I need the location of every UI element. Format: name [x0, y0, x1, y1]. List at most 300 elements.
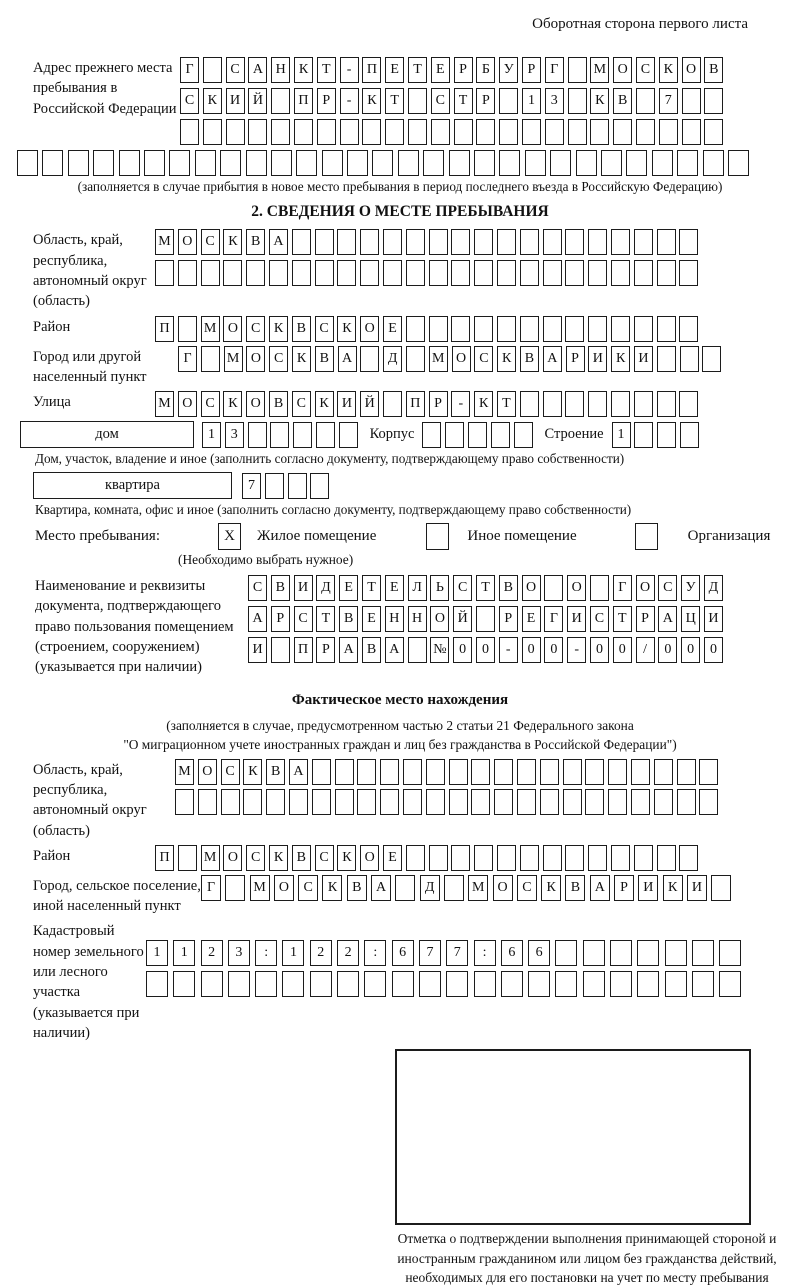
- char-cell[interactable]: С: [180, 88, 199, 114]
- char-cell[interactable]: 0: [658, 637, 677, 663]
- char-cell[interactable]: Р: [499, 606, 518, 632]
- char-cell[interactable]: [703, 150, 724, 176]
- char-cell[interactable]: О: [682, 57, 701, 83]
- char-cell[interactable]: [315, 229, 334, 255]
- char-cell[interactable]: [583, 971, 605, 997]
- char-cell[interactable]: Й: [248, 88, 267, 114]
- char-cell[interactable]: В: [315, 346, 334, 372]
- char-cell[interactable]: [682, 119, 701, 145]
- char-cell[interactable]: Е: [385, 57, 404, 83]
- char-cell[interactable]: О: [452, 346, 471, 372]
- char-cell[interactable]: А: [371, 875, 391, 901]
- char-cell[interactable]: [528, 971, 550, 997]
- char-cell[interactable]: Е: [339, 575, 358, 601]
- char-cell[interactable]: 0: [522, 637, 541, 663]
- char-cell[interactable]: [543, 260, 562, 286]
- char-cell[interactable]: В: [704, 57, 723, 83]
- checkbox-zhiloe[interactable]: X: [218, 523, 241, 550]
- char-cell[interactable]: Ь: [430, 575, 449, 601]
- char-cell[interactable]: 6: [392, 940, 414, 966]
- char-cell[interactable]: [520, 229, 539, 255]
- char-cell[interactable]: [406, 845, 425, 871]
- char-cell[interactable]: [654, 789, 673, 815]
- char-cell[interactable]: С: [453, 575, 472, 601]
- char-cell[interactable]: С: [201, 229, 220, 255]
- char-cell[interactable]: [565, 316, 584, 342]
- char-cell[interactable]: [429, 229, 448, 255]
- char-cell[interactable]: [360, 260, 379, 286]
- char-cell[interactable]: [246, 150, 267, 176]
- char-cell[interactable]: :: [255, 940, 277, 966]
- char-cell[interactable]: [677, 759, 696, 785]
- char-cell[interactable]: Б: [476, 57, 495, 83]
- char-cell[interactable]: К: [269, 845, 288, 871]
- char-cell[interactable]: И: [567, 606, 586, 632]
- char-cell[interactable]: [657, 229, 676, 255]
- char-cell[interactable]: М: [175, 759, 194, 785]
- char-cell[interactable]: [296, 150, 317, 176]
- char-cell[interactable]: С: [294, 606, 313, 632]
- char-cell[interactable]: Т: [317, 57, 336, 83]
- char-cell[interactable]: [611, 316, 630, 342]
- char-cell[interactable]: [499, 88, 518, 114]
- char-cell[interactable]: [340, 119, 359, 145]
- char-cell[interactable]: К: [541, 875, 561, 901]
- char-cell[interactable]: Г: [178, 346, 197, 372]
- char-cell[interactable]: П: [406, 391, 425, 417]
- char-cell[interactable]: [543, 229, 562, 255]
- char-cell[interactable]: Ц: [681, 606, 700, 632]
- char-cell[interactable]: И: [638, 875, 658, 901]
- char-cell[interactable]: 3: [545, 88, 564, 114]
- char-cell[interactable]: [525, 150, 546, 176]
- char-cell[interactable]: 3: [228, 940, 250, 966]
- char-cell[interactable]: В: [266, 759, 285, 785]
- char-cell[interactable]: [520, 845, 539, 871]
- char-cell[interactable]: И: [588, 346, 607, 372]
- char-cell[interactable]: [517, 759, 536, 785]
- char-cell[interactable]: [665, 971, 687, 997]
- char-cell[interactable]: [679, 391, 698, 417]
- char-cell[interactable]: [590, 575, 609, 601]
- char-cell[interactable]: [451, 316, 470, 342]
- char-cell[interactable]: №: [430, 637, 449, 663]
- char-cell[interactable]: [728, 150, 749, 176]
- char-cell[interactable]: [380, 789, 399, 815]
- char-cell[interactable]: [491, 422, 510, 448]
- char-cell[interactable]: К: [663, 875, 683, 901]
- char-cell[interactable]: [634, 260, 653, 286]
- char-cell[interactable]: [426, 759, 445, 785]
- char-cell[interactable]: [585, 759, 604, 785]
- char-cell[interactable]: О: [493, 875, 513, 901]
- char-cell[interactable]: К: [611, 346, 630, 372]
- char-cell[interactable]: [637, 971, 659, 997]
- char-cell[interactable]: [588, 845, 607, 871]
- char-cell[interactable]: [422, 422, 441, 448]
- char-cell[interactable]: В: [271, 575, 290, 601]
- char-cell[interactable]: 1: [202, 422, 221, 448]
- char-cell[interactable]: К: [659, 57, 678, 83]
- char-cell[interactable]: Д: [704, 575, 723, 601]
- char-cell[interactable]: [657, 422, 676, 448]
- char-cell[interactable]: [497, 229, 516, 255]
- char-cell[interactable]: [476, 119, 495, 145]
- char-cell[interactable]: [178, 260, 197, 286]
- char-cell[interactable]: К: [590, 88, 609, 114]
- char-cell[interactable]: О: [360, 316, 379, 342]
- char-cell[interactable]: [679, 229, 698, 255]
- char-cell[interactable]: С: [246, 845, 265, 871]
- char-cell[interactable]: С: [246, 316, 265, 342]
- char-cell[interactable]: [543, 316, 562, 342]
- char-cell[interactable]: [520, 260, 539, 286]
- char-cell[interactable]: Е: [431, 57, 450, 83]
- char-cell[interactable]: К: [322, 875, 342, 901]
- char-cell[interactable]: [576, 150, 597, 176]
- char-cell[interactable]: [704, 119, 723, 145]
- char-cell[interactable]: [144, 150, 165, 176]
- char-cell[interactable]: [545, 119, 564, 145]
- char-cell[interactable]: 2: [337, 940, 359, 966]
- char-cell[interactable]: К: [337, 845, 356, 871]
- char-cell[interactable]: 3: [225, 422, 244, 448]
- char-cell[interactable]: [357, 789, 376, 815]
- char-cell[interactable]: [255, 971, 277, 997]
- char-cell[interactable]: В: [347, 875, 367, 901]
- char-cell[interactable]: [169, 150, 190, 176]
- char-cell[interactable]: 7: [446, 940, 468, 966]
- char-cell[interactable]: [520, 316, 539, 342]
- char-cell[interactable]: [293, 422, 312, 448]
- char-cell[interactable]: Р: [566, 346, 585, 372]
- char-cell[interactable]: С: [248, 575, 267, 601]
- char-cell[interactable]: [563, 759, 582, 785]
- char-cell[interactable]: К: [203, 88, 222, 114]
- char-cell[interactable]: У: [499, 57, 518, 83]
- char-cell[interactable]: 2: [201, 940, 223, 966]
- char-cell[interactable]: [223, 260, 242, 286]
- char-cell[interactable]: И: [248, 637, 267, 663]
- char-cell[interactable]: [611, 845, 630, 871]
- char-cell[interactable]: [408, 637, 427, 663]
- char-cell[interactable]: 0: [704, 637, 723, 663]
- char-cell[interactable]: [195, 150, 216, 176]
- char-cell[interactable]: Е: [385, 575, 404, 601]
- char-cell[interactable]: [631, 789, 650, 815]
- char-cell[interactable]: 6: [528, 940, 550, 966]
- char-cell[interactable]: Д: [420, 875, 440, 901]
- char-cell[interactable]: [520, 391, 539, 417]
- char-cell[interactable]: [654, 759, 673, 785]
- char-cell[interactable]: [522, 119, 541, 145]
- char-cell[interactable]: А: [385, 637, 404, 663]
- char-cell[interactable]: [310, 971, 332, 997]
- char-cell[interactable]: Е: [383, 845, 402, 871]
- char-cell[interactable]: [611, 229, 630, 255]
- char-cell[interactable]: Т: [408, 57, 427, 83]
- char-cell[interactable]: [248, 119, 267, 145]
- char-cell[interactable]: [719, 971, 741, 997]
- char-cell[interactable]: 0: [544, 637, 563, 663]
- char-cell[interactable]: О: [274, 875, 294, 901]
- char-cell[interactable]: [322, 150, 343, 176]
- char-cell[interactable]: [474, 845, 493, 871]
- char-cell[interactable]: [337, 971, 359, 997]
- char-cell[interactable]: [445, 422, 464, 448]
- char-cell[interactable]: В: [339, 606, 358, 632]
- char-cell[interactable]: П: [155, 845, 174, 871]
- char-cell[interactable]: [565, 260, 584, 286]
- char-cell[interactable]: [499, 150, 520, 176]
- char-cell[interactable]: [385, 119, 404, 145]
- char-cell[interactable]: [282, 971, 304, 997]
- char-cell[interactable]: Й: [360, 391, 379, 417]
- char-cell[interactable]: [431, 119, 450, 145]
- char-cell[interactable]: Р: [454, 57, 473, 83]
- char-cell[interactable]: [451, 260, 470, 286]
- char-cell[interactable]: В: [499, 575, 518, 601]
- char-cell[interactable]: :: [364, 940, 386, 966]
- char-cell[interactable]: [555, 940, 577, 966]
- char-cell[interactable]: А: [248, 57, 267, 83]
- char-cell[interactable]: 0: [681, 637, 700, 663]
- char-cell[interactable]: М: [468, 875, 488, 901]
- char-cell[interactable]: [294, 119, 313, 145]
- char-cell[interactable]: 0: [613, 637, 632, 663]
- char-cell[interactable]: [699, 759, 718, 785]
- char-cell[interactable]: [471, 789, 490, 815]
- char-cell[interactable]: К: [223, 391, 242, 417]
- char-cell[interactable]: [337, 229, 356, 255]
- char-cell[interactable]: [429, 316, 448, 342]
- char-cell[interactable]: [203, 57, 222, 83]
- char-cell[interactable]: О: [430, 606, 449, 632]
- char-cell[interactable]: [426, 789, 445, 815]
- char-cell[interactable]: [474, 229, 493, 255]
- char-cell[interactable]: Т: [454, 88, 473, 114]
- char-cell[interactable]: 1: [173, 940, 195, 966]
- char-cell[interactable]: С: [636, 57, 655, 83]
- char-cell[interactable]: [225, 875, 245, 901]
- char-cell[interactable]: [271, 150, 292, 176]
- char-cell[interactable]: [637, 940, 659, 966]
- checkbox-inoe[interactable]: [426, 523, 449, 550]
- char-cell[interactable]: М: [224, 346, 243, 372]
- char-cell[interactable]: -: [451, 391, 470, 417]
- char-cell[interactable]: [474, 316, 493, 342]
- char-cell[interactable]: [474, 150, 495, 176]
- char-cell[interactable]: [679, 316, 698, 342]
- char-cell[interactable]: [626, 150, 647, 176]
- char-cell[interactable]: К: [474, 391, 493, 417]
- char-cell[interactable]: [585, 789, 604, 815]
- char-cell[interactable]: [357, 759, 376, 785]
- char-cell[interactable]: [372, 150, 393, 176]
- char-cell[interactable]: [636, 88, 655, 114]
- char-cell[interactable]: Т: [613, 606, 632, 632]
- char-cell[interactable]: [590, 119, 609, 145]
- char-cell[interactable]: [364, 971, 386, 997]
- char-cell[interactable]: [68, 150, 89, 176]
- char-cell[interactable]: С: [292, 391, 311, 417]
- char-cell[interactable]: И: [294, 575, 313, 601]
- char-cell[interactable]: В: [246, 229, 265, 255]
- char-cell[interactable]: [316, 422, 335, 448]
- char-cell[interactable]: [312, 759, 331, 785]
- char-cell[interactable]: [395, 875, 415, 901]
- char-cell[interactable]: К: [223, 229, 242, 255]
- char-cell[interactable]: [555, 971, 577, 997]
- char-cell[interactable]: [449, 789, 468, 815]
- char-cell[interactable]: [423, 150, 444, 176]
- char-cell[interactable]: [201, 346, 220, 372]
- char-cell[interactable]: [634, 316, 653, 342]
- char-cell[interactable]: Е: [362, 606, 381, 632]
- char-cell[interactable]: [269, 260, 288, 286]
- char-cell[interactable]: [270, 422, 289, 448]
- char-cell[interactable]: [380, 759, 399, 785]
- char-cell[interactable]: [317, 119, 336, 145]
- char-cell[interactable]: [243, 789, 262, 815]
- char-cell[interactable]: [454, 119, 473, 145]
- char-cell[interactable]: [634, 391, 653, 417]
- char-cell[interactable]: [499, 119, 518, 145]
- char-cell[interactable]: О: [246, 391, 265, 417]
- char-cell[interactable]: [335, 789, 354, 815]
- char-cell[interactable]: 7: [419, 940, 441, 966]
- char-cell[interactable]: [540, 759, 559, 785]
- char-cell[interactable]: К: [269, 316, 288, 342]
- char-cell[interactable]: [544, 575, 563, 601]
- char-cell[interactable]: Р: [429, 391, 448, 417]
- char-cell[interactable]: [565, 229, 584, 255]
- char-cell[interactable]: -: [499, 637, 518, 663]
- char-cell[interactable]: -: [340, 57, 359, 83]
- char-cell[interactable]: Г: [201, 875, 221, 901]
- char-cell[interactable]: 1: [146, 940, 168, 966]
- char-cell[interactable]: С: [658, 575, 677, 601]
- char-cell[interactable]: А: [658, 606, 677, 632]
- char-cell[interactable]: [588, 391, 607, 417]
- char-cell[interactable]: О: [636, 575, 655, 601]
- char-cell[interactable]: Г: [613, 575, 632, 601]
- char-cell[interactable]: Г: [180, 57, 199, 83]
- char-cell[interactable]: О: [223, 316, 242, 342]
- char-cell[interactable]: [201, 260, 220, 286]
- char-cell[interactable]: [201, 971, 223, 997]
- char-cell[interactable]: [180, 119, 199, 145]
- char-cell[interactable]: [652, 150, 673, 176]
- char-cell[interactable]: О: [198, 759, 217, 785]
- char-cell[interactable]: [634, 845, 653, 871]
- char-cell[interactable]: Н: [271, 57, 290, 83]
- char-cell[interactable]: [271, 637, 290, 663]
- char-cell[interactable]: [173, 971, 195, 997]
- char-cell[interactable]: [657, 346, 676, 372]
- char-cell[interactable]: [659, 119, 678, 145]
- char-cell[interactable]: [665, 940, 687, 966]
- char-cell[interactable]: [702, 346, 721, 372]
- char-cell[interactable]: [634, 422, 653, 448]
- char-cell[interactable]: [337, 260, 356, 286]
- char-cell[interactable]: [474, 260, 493, 286]
- char-cell[interactable]: 1: [282, 940, 304, 966]
- char-cell[interactable]: К: [315, 391, 334, 417]
- char-cell[interactable]: [406, 229, 425, 255]
- char-cell[interactable]: В: [362, 637, 381, 663]
- char-cell[interactable]: С: [221, 759, 240, 785]
- char-cell[interactable]: [178, 845, 197, 871]
- char-cell[interactable]: К: [497, 346, 516, 372]
- char-cell[interactable]: [719, 940, 741, 966]
- char-cell[interactable]: [494, 759, 513, 785]
- char-cell[interactable]: [610, 971, 632, 997]
- char-cell[interactable]: [471, 759, 490, 785]
- char-cell[interactable]: [271, 88, 290, 114]
- char-cell[interactable]: О: [613, 57, 632, 83]
- char-cell[interactable]: Д: [383, 346, 402, 372]
- char-cell[interactable]: [634, 229, 653, 255]
- char-cell[interactable]: [203, 119, 222, 145]
- char-cell[interactable]: О: [246, 346, 265, 372]
- char-cell[interactable]: С: [431, 88, 450, 114]
- char-cell[interactable]: М: [590, 57, 609, 83]
- char-cell[interactable]: [497, 316, 516, 342]
- char-cell[interactable]: В: [269, 391, 288, 417]
- char-cell[interactable]: [246, 260, 265, 286]
- char-cell[interactable]: [403, 789, 422, 815]
- char-cell[interactable]: В: [565, 875, 585, 901]
- char-cell[interactable]: [271, 119, 290, 145]
- char-cell[interactable]: [679, 260, 698, 286]
- char-cell[interactable]: [17, 150, 38, 176]
- char-cell[interactable]: С: [298, 875, 318, 901]
- char-cell[interactable]: [383, 260, 402, 286]
- char-cell[interactable]: [657, 260, 676, 286]
- char-cell[interactable]: [601, 150, 622, 176]
- char-cell[interactable]: [494, 789, 513, 815]
- char-cell[interactable]: [339, 422, 358, 448]
- char-cell[interactable]: [155, 260, 174, 286]
- char-cell[interactable]: [588, 260, 607, 286]
- char-cell[interactable]: [543, 845, 562, 871]
- char-cell[interactable]: [692, 971, 714, 997]
- char-cell[interactable]: [679, 845, 698, 871]
- char-cell[interactable]: [514, 422, 533, 448]
- char-cell[interactable]: [446, 971, 468, 997]
- char-cell[interactable]: [608, 789, 627, 815]
- char-cell[interactable]: Т: [385, 88, 404, 114]
- char-cell[interactable]: [699, 789, 718, 815]
- char-cell[interactable]: [657, 316, 676, 342]
- char-cell[interactable]: К: [292, 346, 311, 372]
- char-cell[interactable]: [583, 940, 605, 966]
- char-cell[interactable]: П: [362, 57, 381, 83]
- char-cell[interactable]: [292, 260, 311, 286]
- char-cell[interactable]: Л: [408, 575, 427, 601]
- char-cell[interactable]: М: [155, 391, 174, 417]
- char-cell[interactable]: Т: [497, 391, 516, 417]
- char-cell[interactable]: [42, 150, 63, 176]
- char-cell[interactable]: [392, 971, 414, 997]
- char-cell[interactable]: [565, 845, 584, 871]
- char-cell[interactable]: К: [337, 316, 356, 342]
- char-cell[interactable]: [657, 845, 676, 871]
- char-cell[interactable]: К: [243, 759, 262, 785]
- char-cell[interactable]: Р: [614, 875, 634, 901]
- char-cell[interactable]: [292, 229, 311, 255]
